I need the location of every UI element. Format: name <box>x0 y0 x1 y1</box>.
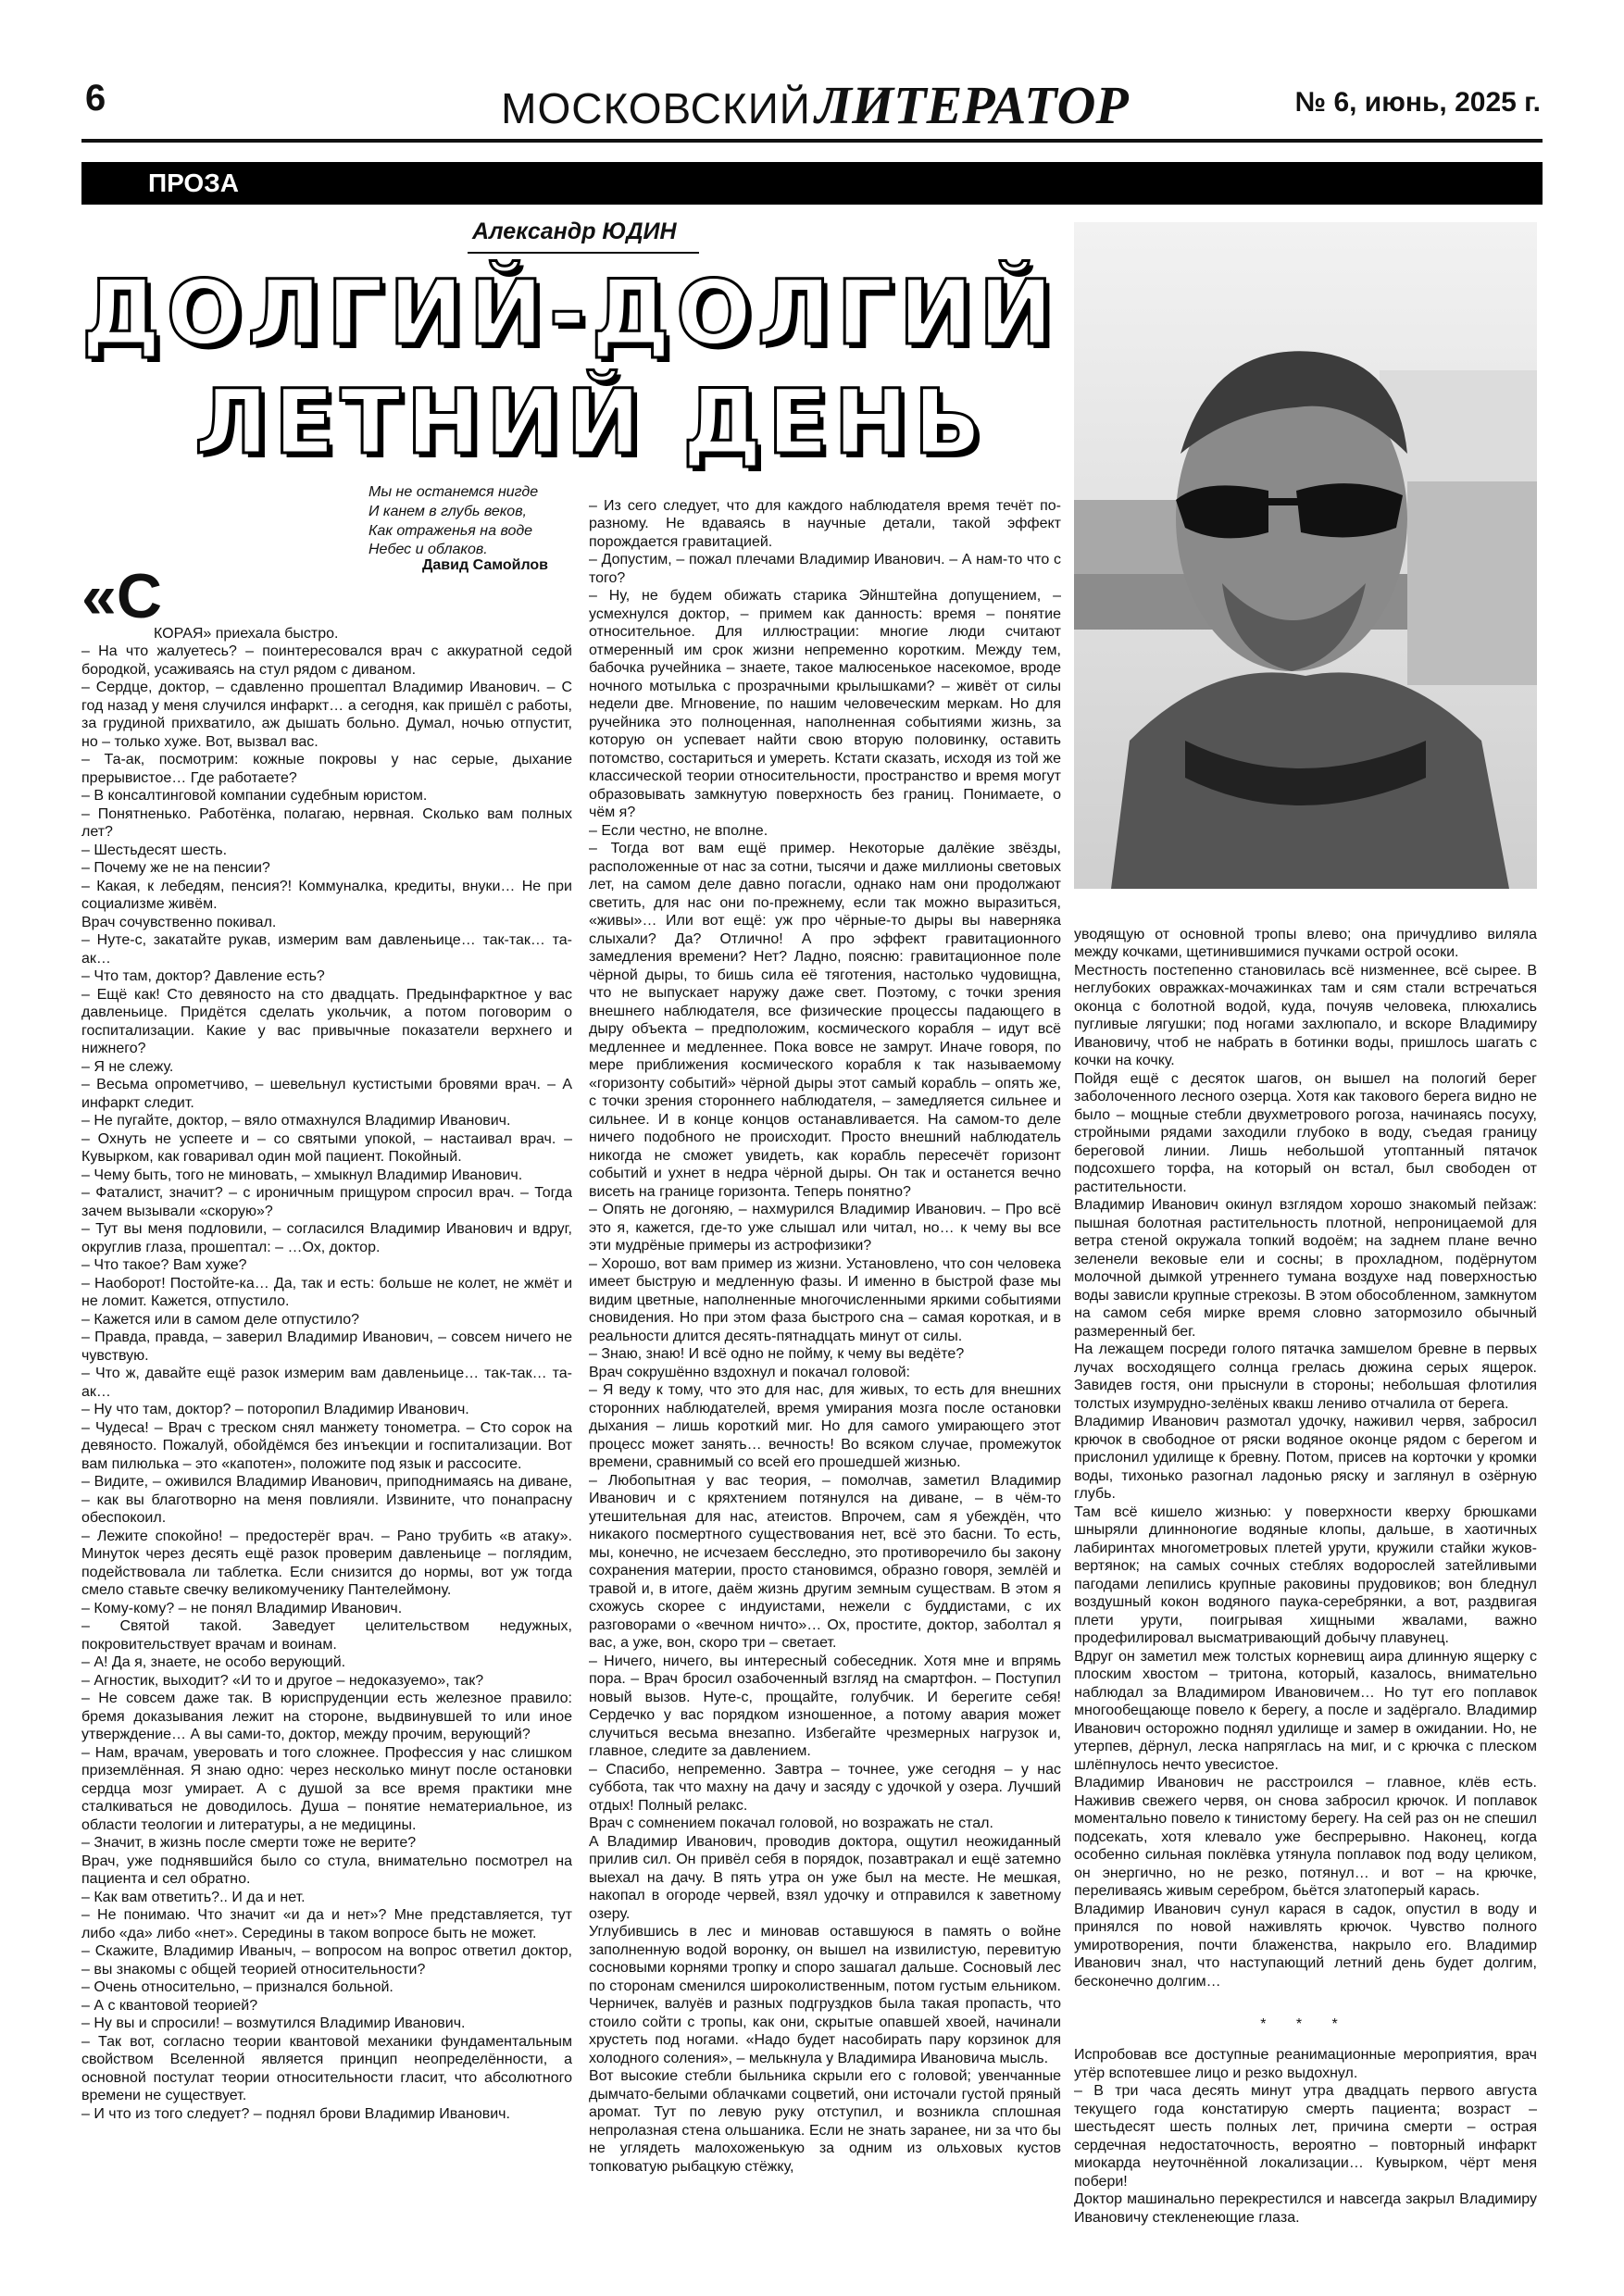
column-3-text: уводящую от основной тропы влево; она причудливо виляла между кочками, щетинившимися пучками острой осоки. Местность постепенно становилась всё низменнее, всё сырее. В неглубоких овражках-мочажинках там и сям стали встречаться оконца с болотной водой, куда, почуяв человека, плюхались пугливые лягушки; под ногами захлюпало, и вскоре Владимиру Ивановичу, чтоб не набрать в ботинки воды, пришлось шагать с кочки на кочку. Пойдя ещё с десяток шагов, он вышел на пологий берег заболоченного лесного озерца. Хотя как такового берега видно не было – мощные стебли двухметрового рогоза, начинаясь посуху, стройными рядами заходили глубоко в воду, съедая границу береговой линии. Лишь небольшой утоптанный пятачок подсохшего торфа, на который он встал, был свободен от растительности. Владимир Иванович окинул взглядом хорошо знакомый пейзаж: пышная болотная растительность плотной, непроницаемой для ветра стеной окружала топкий водоём; на заднем плане вечно зеленели вековые ели и сосны; в прохладном, подёрнутом молочной дымкой утреннего тумана воздухе над поверхностью воды зависли крупные стрекозы. В этом обособленном, замкнутом на самом себя мирке время словно затормозило обычный размеренный бег. На лежащем посреди голого пятачка замшелом бревне в первых лучах восходящего солнца грелась дюжина серых ящерок. Завидев гостя, они прыснули в стороны; небольшая флотилия толстых изумрудно-зелёных квакш лениво отчалила от берега. Владимир Иванович размотал удочку, наживил червя, забросил крючок в свободное от ряски водяное оконце рядом с берегом и прислонил удилище к бревну. Потом, присев на корточки у кромки воды, тихонько разогнал ладонью ряску и заглянул в озёрную глубь. Там всё кишело жизнью: у поверхности кверху брюшками шныряли длинноногие водяные клопы, дальше, в хаотичных лабиринтах многометровых плетей урути, кружили стайки жуков-вертянок; на самых сочных стеблях водорослей затейливыми пагодами лепились крупные раковины прудовиков; вон бледнул воздушный кокон водяного паука-серебрянки, а вот, раздвигая плети урути, поигрывая хищными жвалами, важно продефилировал высматривающий добычу плавунец. Вдруг он заметил меж толстых корневищ аира длинную ящерку с плоским хвостом – тритона, который, казалось, внимательно наблюдал за Владимиром Ивановичем… Но тут его поплавок многообещающе повело к берегу, а после и задёргало. Владимир Иванович осторожно поднял удилище и замер в ожидании. Но, не утерпев, дёрнул, леска напряглась на миг, и с крючка с плеском шлёпнулось нечто увесистое. Владимир Иванович не расстроился – главное, клёв есть. Наживив свежего червя, он снова забросил крючок. И поплавок моментально повело к тинистому берегу. На сей раз он не спешил подсекать, хотя клевало уже беспрерывно. Наконец, когда особенно сильная поклёвка утянула поплавок под воду целиком, он энергично, но не резко, потянул… и вот – на крючке, переливаясь живым серебром, бьётся златоперый карась. Владимир Иванович сунул карася в садок, опустил в воду и принялся по новой наживлять крючок. Чувство полного умиротворения, почти блаженства, накрыло его. Владимир Иванович знал, что наступающий летний день будет долгим, бесконечно долгим… <box>1074 926 1537 1990</box>
article-column-3 <box>1074 907 1537 2009</box>
section-bar <box>81 162 1543 205</box>
article-column-2 <box>589 479 1061 2217</box>
author-underline <box>468 252 699 254</box>
article-title-line1: ДОЛГИЙ-ДОЛГИЙ <box>81 261 1059 365</box>
article-column-1 <box>81 606 572 2217</box>
drop-cap: «С <box>81 561 162 631</box>
article-author: Александр ЮДИН <box>472 218 677 244</box>
epigraph-author: Давид Самойлов <box>422 557 549 573</box>
masthead-part1: МОСКОВСКИЙ <box>501 84 811 132</box>
masthead-part2: ЛИТЕРАТОР <box>815 75 1129 135</box>
column-2-text: – Из сего следует, что для каждого наблюдателя время течёт по-разному. Не вдаваясь в научные детали, такой эффект порождается гравитацией. – Допустим, – пожал плечами Владимир Иванович. – А нам-то что с того? – Ну, не будем обижать старика Эйнштейна допущением, – усмехнулся доктор, – примем как данность: время – понятие относительное. Для иллюстрации: многие люди считают отмеренный им срок жизни непременно коротким. Между тем, бабочка ручейника – знаете, такое малюсенькое насекомое, вроде ночного мотылька с прозрачными крылышками? – живёт от силы недели две. Мгновение, по нашим человеческим меркам. Но для ручейника это полноценная, наполненная событиями жизнь, за которую он успевает найти свою вторую половинку, оставить потомство, состариться и умереть. Кстати сказать, исходя из той же классической теории относительности, пространство и время могут образовывать замкнутую поверхность без границ. Понимаете, о чём я? – Если честно, не вполне. – Тогда вот вам ещё пример. Некоторые далёкие звёзды, расположенные от нас за сотни, тысячи и даже миллионы световых лет, на самом деле давно погасли, однако нам они продолжают светить, для нас они по-прежнему, если так можно выразиться, «живы»… Или вот ещё: уж про чёрные-то дыры вы наверняка слыхали? Да? Отлично! А про эффект гравитационного замедления времени? Нет? Ладно, поясню: гравитационное поле чёрной дыры, то бишь сила её тяготения, настолько чудовищна, что не выпускает наружу даже свет. Поэтому, с точки зрения внешнего наблюдателя, все физические процессы падающего в дыру объекта – предположим, космического корабля – идут всё медленнее и медленнее. Пока вовсе не замрут. Иначе говоря, по мере приближения космического корабля к так называемому «горизонту событий» чёрной дыры этот самый корабль – опять же, с точки зрения стороннего наблюдателя, – замедляется сильнее и сильнее. И в конце концов останавливается. На самом-то деле ничего подобного не происходит. Просто внешний наблюдатель никогда не сможет увидеть, как корабль пересечёт горизонт событий и ухнет в недра чёрной дыры. Он так и останется вечно висеть на границе горизонта. Теперь понятно? – Опять не догоняю, – нахмурился Владимир Иванович. – Про всё это я, кажется, где-то уже слышал или читал, но… к чему вы все эти мудрёные примеры из астрофизики? – Хорошо, вот вам пример из жизни. Установлено, что сон человека имеет быструю и медленную фазы. И именно в быстрой фазе мы видим цветные, наполненные многочисленными яркими событиями сновидения. Но при этом фаза быстрого сна – самая короткая, и в реальности длится десять-пятнадцать минут от силы. – Знаю, знаю! И всё одно не пойму, к чему вы ведёте? Врач сокрушённо вздохнул и покачал головой: – Я веду к тому, что это для нас, для живых, то есть для внешних сторонних наблюдателей, время умирания мозга после остановки дыхания – лишь короткий миг. Но для самого умирающего этот процесс может занять… вечность! Во всяком случае, промежуток времени, сравнимый со всей его прошедшей жизнью. – Любопытная у вас теория, – помолчав, заметил Владимир Иванович и с кряхтением потянулся на диване, – в чём-то утешительная для нас, атеистов. Впрочем, сам я убеждён, что никакого посмертного существования нет, всё это басни. То есть, мы, конечно, не исчезаем бесследно, это противоречило бы закону сохранения материи, просто становимся, образно говоря, землёй и травой и, в итоге, даём жизнь другим земным существам. В этом я схожусь скорее с индуистами, нежели с буддистами, с их разговорами о «вечном ничто»… Ох, простите, доктор, заболтал я вас, а уже, вон, скоро три – светает. – Ничего, ничего, вы интересный собеседник. Хотя мне и впрямь пора. – Врач бросил озабоченный взгляд на смартфон. – Поступил новый вызов. Нуте-с, прощайте, голубчик. И берегите себя! Сердечко у вас порядком изношенное, а потому авария может случиться весьма внезапно. Избегайте чрезмерных нагрузок и, главное, следите за давлением. – Спасибо, непременно. Завтра – точнее, уже сегодня – у нас суббота, так что махну на дачу и засяду с удочкой у озера. Лучший отдых! Полный релакс. Врач с сомнением покачал головой, но возражать не стал. А Владимир Иванович, проводив доктора, ощутил неожиданный прилив сил. Он привёл себя в порядок, позавтракал и ещё затемно выехал на дачу. В пять утра он уже был на месте. Не мешкая, накопал в огороде червей, взял удочку и отправился к заветному озеру. Углубившись в лес и миновав оставшуюся в память о войне заполненную водой воронку, он вышел на извилистую, перевитую сосновыми корнями тропку и споро зашагал дальше. Сосновый лес по сторонам сменился широколиственным, потом густым ельником. Черничек, валуёв и разных подгруздков была такая пропасть, что стоило сойти с тропы, как они, скрытые опавшей хвоей, начинали хрустеть под ногами. «Надо будет насобирать пару корзинок для холодного соления», – мелькнула у Владимира Ивановича мысль. Вот высокие стебли быльника скрыли его с головой; увенчанные дымчато-белыми облачками соцветий, они источали густой пряный аромат. Тут по левую руку отступил, и возникла сплошная непролазная стена ольшаника. Если не знать заранее, ни за что бы не углядеть малохоженькую за одним из ольховых кустов топковатую рыбацкую стёжку, <box>589 497 1061 2175</box>
column-1-text: КОРАЯ» приехала быстро. – На что жалуетесь? – поинтересовался врач с аккуратной седой бородкой, усаживаясь на стул рядом с диваном. – Сердце, доктор, – сдавленно прошептал Владимир Иванович. – С год назад у меня случился инфаркт… а сегодня, как пришёл с работы, за грудиной прихватило, аж дышать больно. Думал, ночью отпустит, но – только хуже. Вот, вызвал вас. – Та-ак, посмотрим: кожные покровы у нас серые, дыхание прерывистое… Где работаете? – В консалтинговой компании судебным юристом. – Понятненько. Работёнка, полагаю, нервная. Сколько вам полных лет? – Шестьдесят шесть. – Почему же не на пенсии? – Какая, к лебедям, пенсия?! Коммуналка, кредиты, внуки… Не при социализме живём. Врач сочувственно покивал. – Нуте-с, закатайте рукав, измерим вам давленьице… так-так… та-ак… – Что там, доктор? Давление есть? – Ещё как! Сто девяносто на сто двадцать. Предынфарктное у вас давленьице. Придётся сделать укольчик, а потом поговорим о госпитализации. Какие у вас привычные показатели верхнего и нижнего? – Я не слежу. – Весьма опрометчиво, – шевельнул кустистыми бровями врач. – А инфаркт следит. – Не пугайте, доктор, – вяло отмахнулся Владимир Иванович. – Охнуть не успеете и – со святыми упокой, – настаивал врач. – Кувырком, как говаривал один мой пациент. Покойный. – Чему быть, того не миновать, – хмыкнул Владимир Иванович. – Фаталист, значит? – с ироничным прищуром спросил врач. – Тогда зачем вызывали «скорую»? – Тут вы меня подловили, – согласился Владимир Иванович и вдруг, округлив глаза, прошептал: – …Ох, доктор. – Что такое? Вам хуже? – Наоборот! Постойте-ка… Да, так и есть: больше не колет, не жмёт и не ломит. Кажется, отпустило. – Кажется или в самом деле отпустило? – Правда, правда, – заверил Владимир Иванович, – совсем ничего не чувствую. – Что ж, давайте ещё разок измерим вам давленьице… так-так… та-ак… – Ну что там, доктор? – поторопил Владимир Иванович. – Чудеса! – Врач с треском снял манжету тонометра. – Сто сорок на девяносто. Пожалуй, обойдёмся без инъекции и госпитализации. Вот вам пилюлька – это «капотен», положите под язык и рассосите. – Видите, – оживился Владимир Иванович, приподнимаясь на диване, – как вы благотворно на меня повлияли. Извините, что понапрасну обеспокоил. – Лежите спокойно! – предостерёг врач. – Рано трубить «в атаку». Минуток через десять ещё разок проверим давленьице – поглядим, подействовала ли таблетка. Если снизится до нормы, вот уж тогда смело ставьте свечку великомученику Пантелеймону. – Кому-кому? – не понял Владимир Иванович. – Святой такой. Заведует целительством недужных, покровительствует врачам и воинам. – А! Да я, знаете, не особо верующий. – Агностик, выходит? «И то и другое – недоказуемо», так? – Не совсем даже так. В юриспруденции есть железное правило: бремя доказывания лежит на стороне, выдвинувшей то или иное утверждение… А вы сами-то, доктор, между прочим, верующий? – Нам, врачам, уверовать и того сложнее. Профессия у нас слишком приземлённая. Я знаю одно: через несколько минут после остановки сердца мозг умирает. А с душой за все время практики мне сталкиваться не доводилось. Душа – понятие нематериальное, из области теологии и литературы, а не медицины. – Значит, в жизнь после смерти тоже не верите? Врач, уже поднявшийся было со стула, внимательно посмотрел на пациента и сел обратно. – Как вам ответить?.. И да и нет. – Не понимаю. Что значит «и да и нет»? Мне представляется, тут либо «да» либо «нет». Середины в таком вопросе быть не может. – Скажите, Владимир Иваныч, – вопросом на вопрос ответил доктор, – вы знакомы с общей теорией относительности? – Очень относительно, – признался больной. – А с квантовой теорией? – Ну вы и спросили! – возмутился Владимир Иванович. – Так вот, согласно теории квантовой механики фундаментальным свойством Вселенной является принцип неопределённости, а основной постулат теории относительности гласит, что абсолютного времени не существует. – И что из того следует? – поднял брови Владимир Иванович. <box>81 625 572 2122</box>
masthead <box>454 74 1176 136</box>
article-title-line2: ЛЕТНИЙ ДЕНЬ <box>194 370 987 474</box>
article-ending: Испробовав все доступные реанимационные мероприятия, врач утёр вспотевшее лицо и резко выдохнул. – В три часа десять минут утра двадцать первого августа текущего года констатирую смерть пациента; возраст – шестьдесят шесть полных лет, причина смерти – острая сердечная недостаточность, вероятно – повторный инфаркт миокарда неуточнённой локализации… Кувырком, чёрт меня побери! Доктор машинально перекрестился и навсегда закрыл Владимиру Ивановичу стекленеющие глаза. <box>1074 2047 1537 2226</box>
header-rule <box>81 139 1543 143</box>
epigraph: Мы не останемся нигде И канем в глубь веков, Как отраженья на воде Небес и облаков. <box>369 484 539 558</box>
issue-info: № 6, июнь, 2025 г. <box>1294 87 1541 118</box>
section-separator: * * * <box>1260 2016 1351 2032</box>
portrait-photo-icon <box>1074 222 1537 889</box>
author-portrait-photo <box>1074 222 1537 889</box>
section-label: ПРОЗА <box>148 168 239 197</box>
page-number: 6 <box>85 78 106 119</box>
